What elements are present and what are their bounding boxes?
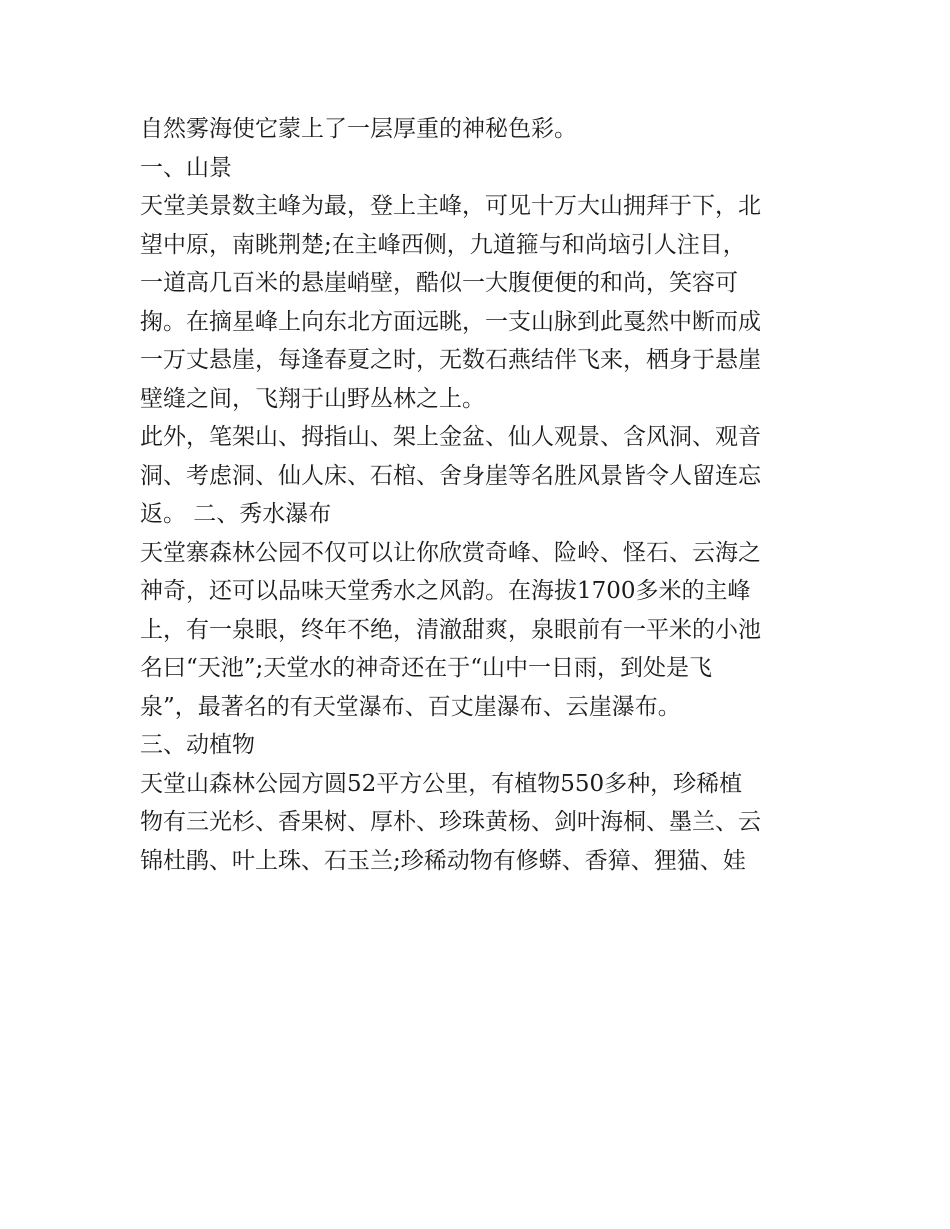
text-line: 泉”，最著名的有天堂瀑布、百丈崖瀑布、云崖瀑布。 — [140, 693, 681, 720]
text-line: 洞、考虑洞、仙人床、石棺、舍身崖等名胜风景皆令人留连忘 — [140, 462, 761, 489]
section-heading-flora-fauna: 三、动植物 — [140, 732, 255, 758]
text-line: 神奇，还可以品味天堂秀水之风韵。在海拔1700多米的主峰 — [140, 578, 751, 604]
text-line: 此外，笔架山、拇指山、架上金盆、仙人观景、含风洞、观音 — [140, 424, 761, 450]
text-line: 掬。在摘星峰上向东北方面远眺，一支山脉到此戛然中断而成 — [140, 308, 761, 335]
text-line: 天堂山森林公园方圆52平方公里，有植物550多种，珍稀植 — [140, 770, 743, 797]
text-line: 天堂美景数主峰为最，登上主峰，可见十万大山拥拜于下，北 — [140, 193, 761, 219]
text-line: 望中原，南眺荆楚;在主峰西侧，九道箍与和尚垴引人注目， — [140, 231, 746, 258]
text-line: 上，有一泉眼，终年不绝，清澈甜爽，泉眼前有一平米的小池 — [140, 616, 761, 643]
text-line: 返。 二、秀水瀑布 — [140, 501, 332, 527]
text-line: 物有三光杉、香果树、厚朴、珍珠黄杨、剑叶海桐、墨兰、云 — [140, 809, 761, 835]
text-line: 名曰“天池”;天堂水的神奇还在于“山中一日雨，到处是飞 — [140, 655, 713, 681]
text-line: 自然雾海使它蒙上了一层厚重的神秘色彩。 — [140, 116, 577, 142]
text-line: 一万丈悬崖，每逢春夏之时，无数石燕结伴飞来，栖身于悬崖 — [140, 347, 761, 373]
text-line: 锦杜鹃、叶上珠、石玉兰;珍稀动物有修蟒、香獐、狸猫、娃 — [140, 847, 746, 874]
body-text — [140, 110, 820, 880]
text-line: 天堂寨森林公园不仅可以让你欣赏奇峰、险岭、怪石、云海之 — [140, 539, 761, 566]
text-line: 壁缝之间，飞翔于山野丛林之上。 — [140, 385, 485, 412]
text-line: 一道高几百米的悬崖峭壁，酷似一大腹便便的和尚，笑容可 — [140, 270, 738, 296]
section-heading-mountain-scenery: 一、山景 — [140, 154, 232, 181]
